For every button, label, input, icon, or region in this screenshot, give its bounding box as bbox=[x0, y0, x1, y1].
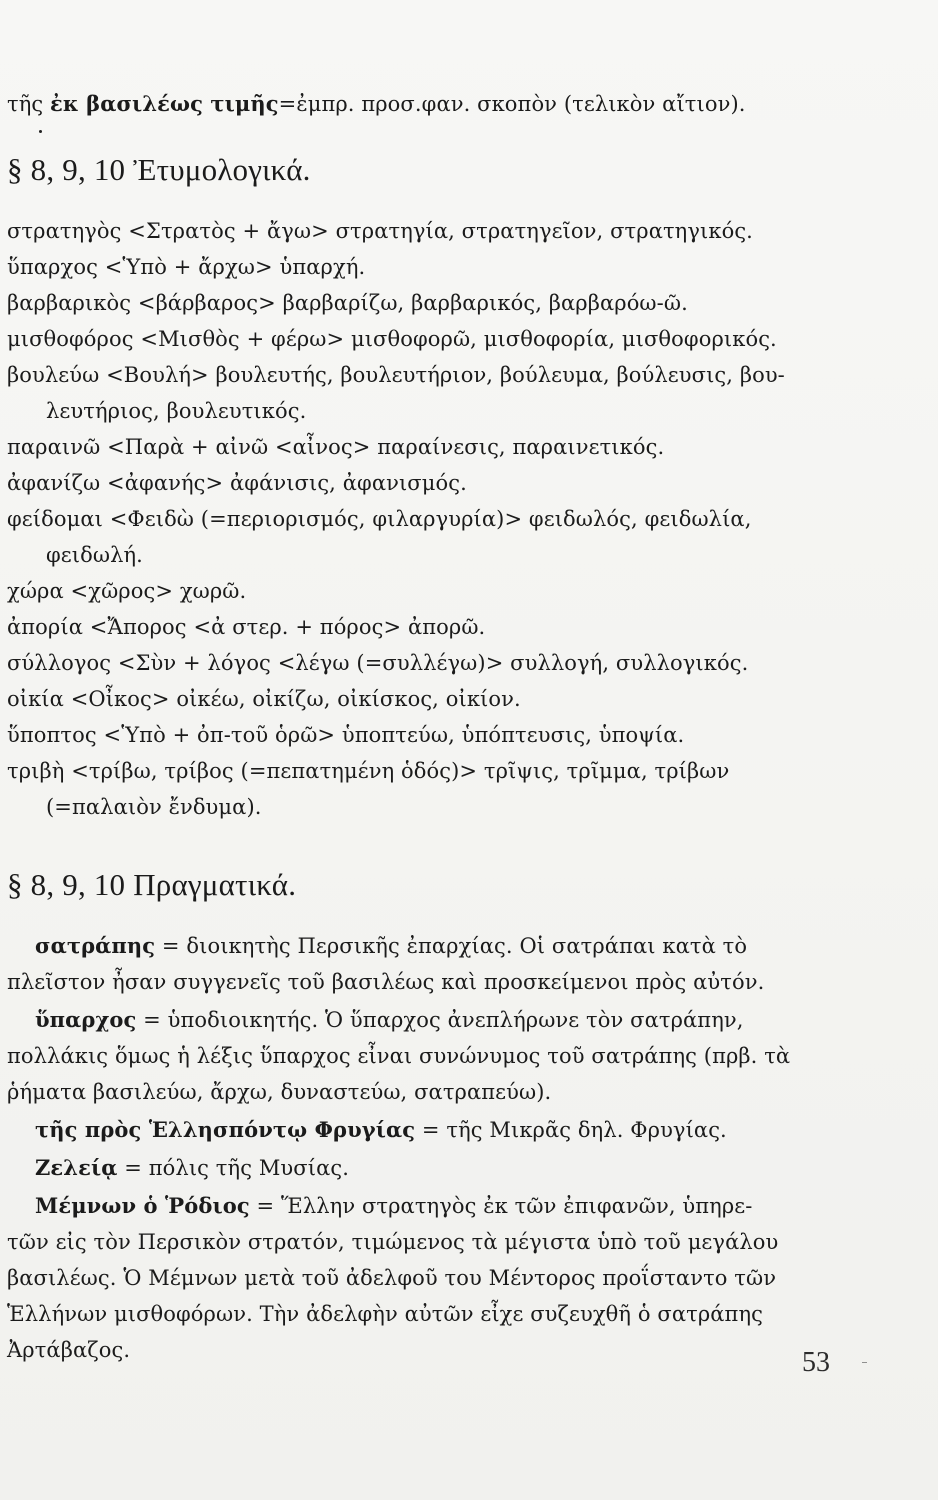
page-content bbox=[7, 86, 837, 1368]
practical-entry-hyparchos bbox=[7, 1002, 837, 1038]
etymology-line: ὕπαρχος <Ὑπὸ + ἄρχω> ὑπαρχή. bbox=[7, 255, 366, 279]
practical-text-continuation: Ἀρτάβαζος. bbox=[7, 1338, 131, 1362]
practical-term: σατράπης bbox=[35, 933, 156, 958]
etymology-line: χώρα <χῶρος> χωρῶ. bbox=[7, 579, 247, 603]
etymology-line: βουλεύω <Βουλή> βουλευτής, βουλευτήριον, βούλευμα, βούλευσις, βου- bbox=[7, 363, 785, 387]
etymology-line: ὕποπτος <Ὑπὸ + ὀπ-τοῦ ὁρῶ> ὑποπτεύω, ὑπόπτευσις, ὑποψία. bbox=[7, 723, 685, 747]
practical-text-continuation: βασιλέως. Ὁ Μέμνων μετὰ τοῦ ἀδελφοῦ του Μέντορος προΐσταντο τῶν bbox=[7, 1266, 777, 1290]
practical-text: = Ἕλλην στρατηγὸς ἐκ τῶν ἐπιφανῶν, ὑπηρε- bbox=[256, 1194, 753, 1218]
etymology-line-continuation: λευτήριος, βουλευτικός. bbox=[46, 399, 307, 423]
practical-term: Μέμνων ὁ Ῥόδιος bbox=[35, 1193, 250, 1218]
header-rest: =ἐμπρ. προσ.φαν. σκοπὸν (τελικὸν αἴτιον). bbox=[278, 92, 746, 116]
header-line bbox=[7, 86, 837, 122]
practical-list bbox=[7, 928, 837, 1368]
practical-text-continuation: τῶν εἰς τὸν Περσικὸν στρατόν, τιμώμενος τὰ μέγιστα ὑπὸ τοῦ μεγάλου bbox=[7, 1230, 779, 1254]
page-number: 53 bbox=[802, 1347, 830, 1378]
etymology-line: ἀφανίζω <ἀφανής> ἀφάνισις, ἀφανισμός. bbox=[7, 471, 467, 495]
etymology-line: μισθοφόρος <Μισθὸς + φέρω> μισθοφορῶ, μισθοφορία, μισθοφορικός. bbox=[7, 327, 777, 351]
etymology-line: παραινῶ <Παρὰ + αἰνῶ <αἶνος> παραίνεσις, παραινετικός. bbox=[7, 435, 665, 459]
etymology-line: οἰκία <Οἶκος> οἰκέω, οἰκίζω, οἰκίσκος, οἰκίον. bbox=[7, 687, 521, 711]
practical-text: = πόλις τῆς Μυσίας. bbox=[124, 1156, 349, 1180]
etymology-list bbox=[7, 213, 837, 825]
etymology-line-continuation: (=παλαιὸν ἔνδυμα). bbox=[46, 795, 262, 819]
etymology-section-title: § 8, 9, 10 Ἐτυμολογικά. bbox=[7, 152, 311, 187]
practical-text: = ὑποδιοικητής. Ὁ ὕπαρχος ἀνεπλήρωνε τὸν σατράπην, bbox=[143, 1008, 744, 1032]
practical-entry-zeleia bbox=[7, 1150, 837, 1186]
etymology-line-continuation: φειδωλή. bbox=[46, 543, 143, 567]
practical-text-continuation: Ἑλλήνων μισθοφόρων. Τὴν ἀδελφὴν αὐτῶν εἶχε συζευχθῆ ὁ σατράπης bbox=[7, 1302, 764, 1326]
etymology-line: φείδομαι <Φειδὼ (=περιορισμός, φιλαργυρία)> φειδωλός, φειδωλία, bbox=[7, 507, 752, 531]
practical-text-continuation: πολλάκις ὅμως ἡ λέξις ὕπαρχος εἶναι συνώνυμος τοῦ σατράπης (πρβ. τὰ bbox=[7, 1044, 791, 1068]
practical-entry-satrap bbox=[7, 928, 837, 964]
header-article: τῆς bbox=[7, 92, 44, 116]
etymology-line: στρατηγὸς <Στρατὸς + ἄγω> στρατηγία, στρατηγεῖον, στρατηγικός. bbox=[7, 219, 753, 243]
practical-text: = διοικητὴς Περσικῆς ἐπαρχίας. Οἱ σατράπαι κατὰ τὸ bbox=[161, 934, 748, 958]
practical-text-continuation: ῥήματα βασιλεύω, ἄρχω, δυναστεύω, σατραπεύω). bbox=[7, 1080, 552, 1104]
etymology-line: ἀπορία <Ἄπορος <ἀ στερ. + πόρος> ἀπορῶ. bbox=[7, 615, 486, 639]
practical-term: Ζελείᾳ bbox=[35, 1155, 118, 1180]
etymology-line: τριβὴ <τρίβω, τρίβος (=πεπατημένη ὁδός)> τρῖψις, τρῖμμα, τρίβων bbox=[7, 759, 730, 783]
practical-term: ὕπαρχος bbox=[35, 1007, 137, 1032]
practical-text-continuation: πλεῖστον ἦσαν συγγενεῖς τοῦ βασιλέως καὶ προσκείμενοι πρὸς αὐτόν. bbox=[7, 970, 765, 994]
practical-term: τῆς πρὸς Ἑλλησπόντῳ Φρυγίας bbox=[35, 1117, 416, 1142]
practical-entry-phrygia bbox=[7, 1112, 837, 1148]
practical-section-title: § 8, 9, 10 Πραγματικά. bbox=[7, 867, 297, 902]
etymology-line: βαρβαρικὸς <βάρβαρος> βαρβαρίζω, βαρβαρικός, βαρβαρόω-ῶ. bbox=[7, 291, 688, 315]
practical-text: = τῆς Μικρᾶς δηλ. Φρυγίας. bbox=[421, 1118, 727, 1142]
practical-entry-memnon bbox=[7, 1188, 837, 1224]
header-phrase: ἐκ βασιλέως τιμῆς bbox=[50, 91, 279, 116]
margin-dash bbox=[862, 1362, 867, 1363]
etymology-line: σύλλογος <Σὺν + λόγος <λέγω (=συλλέγω)> συλλογή, συλλογικός. bbox=[7, 651, 749, 675]
